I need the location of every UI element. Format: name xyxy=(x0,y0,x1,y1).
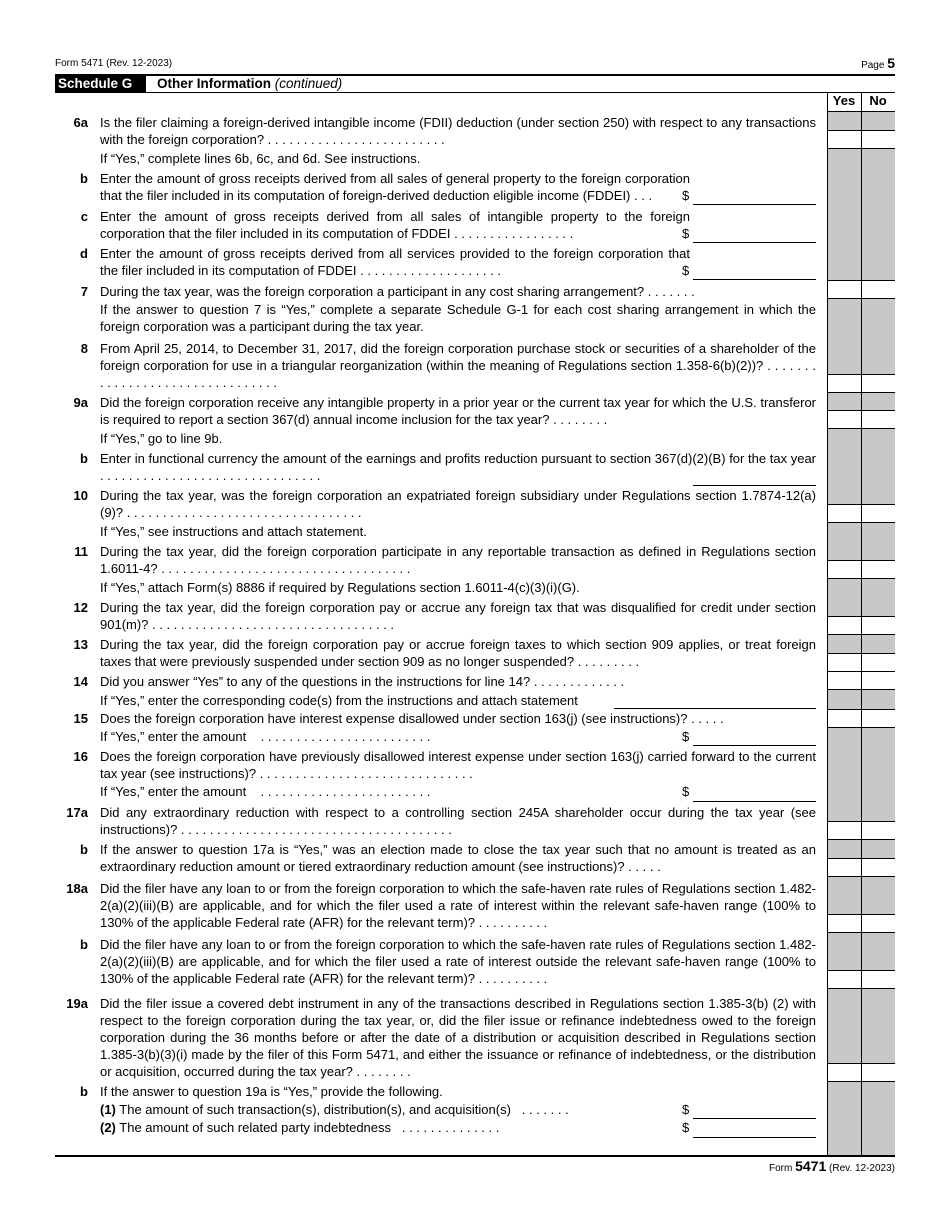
no-column-header: No xyxy=(869,93,887,108)
line-6d-number: d xyxy=(80,246,88,261)
line-6a-yes-checkbox[interactable] xyxy=(827,130,861,149)
line-17a-no-checkbox[interactable] xyxy=(861,821,895,840)
line-9a-question: Did the foreign corporation receive any intangible property in a prior year or the current tax year for which the U.S. transferor is required to report a section 367(d) annual income inclusion for the tax year? . . . . . . . . xyxy=(100,395,816,427)
line-19b-sub2: (2) The amount of such related party indebtedness . . . . . . . . . . . . . . xyxy=(100,1120,500,1135)
line-17b-question: If the answer to question 17a is “Yes,” was an election made to close the tax year such that no amount is treated as an extraordinary reduction amount or tiered extraordinary reduction amount (see instructions)? . . . . . xyxy=(100,842,816,874)
line-15-yes-checkbox[interactable] xyxy=(827,709,861,728)
line-8-yes-checkbox[interactable] xyxy=(827,374,861,393)
line-19b-sub1: (1) The amount of such transaction(s), distribution(s), and acquisition(s) . . . . . . . xyxy=(100,1102,569,1117)
line-19b-number: b xyxy=(80,1084,88,1099)
line-16-amount-field[interactable] xyxy=(693,800,816,802)
line-10-number: 10 xyxy=(73,488,88,503)
line-9b-amount-field[interactable] xyxy=(693,484,816,486)
leader-dots: . . . . . . . . . . . . . . . . . . . . . . . . . xyxy=(267,132,445,147)
line-15-text: Does the foreign corporation have interest expense disallowed under section 163(j) (see instructions)? xyxy=(100,711,688,726)
line-6b-text: Enter the amount of gross receipts derived from all sales of general property to the foreign corporation that the filer included in its computation of foreign-derived deduction eligible income (FDDEI) xyxy=(100,171,690,203)
line-14-text: Did you answer “Yes” to any of the questions in the instructions for line 14? xyxy=(100,674,531,689)
footer-rev: (Rev. 12-2023) xyxy=(829,1163,895,1174)
line-10-no-checkbox[interactable] xyxy=(861,504,895,523)
line-7-question: During the tax year, was the foreign corporation a participant in any cost sharing arrangement? . . . . . . . xyxy=(100,284,695,299)
line-19b-sub2-dollar: $ xyxy=(682,1120,690,1135)
line-10-note: If “Yes,” see instructions and attach statement. xyxy=(100,524,367,539)
line-17a-yes-checkbox[interactable] xyxy=(827,821,861,840)
line-14-code-field[interactable] xyxy=(614,707,816,709)
line-13-question: During the tax year, did the foreign corporation pay or accrue foreign taxes to which section 909 applies, or treat foreign taxes that were previously suspended under section 909 as no longer suspended? . . . . . . . . . xyxy=(100,637,816,669)
line-7-number: 7 xyxy=(80,284,88,299)
line-15-no-checkbox[interactable] xyxy=(861,709,895,728)
line-13-no-checkbox[interactable] xyxy=(861,653,895,672)
line-9a-note: If “Yes,” go to line 9b. xyxy=(100,431,223,446)
line-19a-number: 19a xyxy=(66,996,88,1011)
line-10-text: During the tax year, was the foreign corporation an expatriated foreign subsidiary under Regulations section 1.7874-12(a)(9)? xyxy=(100,488,816,520)
line-16-number: 16 xyxy=(73,749,88,764)
line-19b-sub2-amount-field[interactable] xyxy=(693,1136,816,1138)
line-8-text: From April 25, 2014, to December 31, 2017, did the foreign corporation purchase stock or securities of a shareholder of the foreign corporation for use in a triangular reorganization (within the meaning of Regulations section 1.358-6(b)(2))? xyxy=(100,341,816,373)
schedule-title xyxy=(157,76,342,92)
yes-no-divider xyxy=(861,92,862,1155)
line-6a-number: 6a xyxy=(73,115,88,130)
line-16-question: Does the foreign corporation have previously disallowed interest expense under section 163(j) carried forward to the current tax year (see instructions)? . . . . . . . . . . . . . . . . . . . . . . . . . . . . . . xyxy=(100,749,816,781)
line-12-no-checkbox[interactable] xyxy=(861,616,895,635)
line-19b-sub1-text: The amount of such transaction(s), distribution(s), and acquisition(s) xyxy=(119,1102,511,1117)
line-17a-text: Did any extraordinary reduction with respect to a controlling section 245A shareholder occur during the tax year (see instructions)? xyxy=(100,805,816,837)
line-19b-sub2-number: (2) xyxy=(100,1120,116,1135)
yes-column-left-border xyxy=(827,92,828,1155)
line-14-number: 14 xyxy=(73,674,88,689)
footer-prefix: Form xyxy=(768,1163,793,1174)
line-14-question: Did you answer “Yes” to any of the questions in the instructions for line 14? . . . . . . . . . . . . . xyxy=(100,674,625,689)
line-6d-text: Enter the amount of gross receipts derived from all services provided to the foreign corporation that the filer included in its computation of FDDEI xyxy=(100,246,690,278)
line-19a-text: Did the filer issue a covered debt instrument in any of the transactions described in Regulations section 1.385-3(b) (2) with respect to the foreign corporation during the tax year, or, did the filer issue or refinance indebtedness owed to the foreign corporation during the 36 months before or after the date of a distribution or acquisition described in Regulations section 1.385-3(b)(3)(i) made by the filer of this Form 5471, and either the issuance or refinance of indebtedness, or the distribution or acquisition, occurred during the tax year? xyxy=(100,996,816,1079)
line-9a-yes-checkbox[interactable] xyxy=(827,410,861,429)
line-6a-question xyxy=(100,114,816,148)
line-19a-no-checkbox[interactable] xyxy=(861,1063,895,1082)
schedule-rule xyxy=(55,92,895,93)
footer-form-reference xyxy=(769,1158,895,1174)
line-11-text: During the tax year, did the foreign corporation participate in any reportable transaction as defined in Regulations section 1.6011-4? xyxy=(100,544,816,576)
line-18b-text: Did the filer have any loan to or from the foreign corporation to which the safe-haven rate rules of Regulations section 1.482-2(a)(2)(iii)(B) are applicable, and for which the filer used a rate of interest outside the relevant safe-haven range (100% to 130% of the applicable Federal rate (AFR) for the relevant term)? xyxy=(100,937,816,986)
line-9b-text: Enter in functional currency the amount of the earnings and profits reduction pursuant to section 367(d)(2)(B) for the tax year xyxy=(100,451,816,466)
line-6b-dollar: $ xyxy=(682,188,690,203)
footer-rule xyxy=(55,1155,895,1157)
line-13-text: During the tax year, did the foreign corporation pay or accrue foreign taxes to which section 909 applies, or treat foreign taxes that were previously suspended under section 909 as no longer suspended? xyxy=(100,637,816,669)
schedule-tag: Schedule G xyxy=(55,76,146,92)
line-17b-text: If the answer to question 17a is “Yes,” was an election made to close the tax year such that no amount is treated as an extraordinary reduction amount or tiered extraordinary reduction amount (see instructions)? xyxy=(100,842,816,874)
line-17b-yes-checkbox[interactable] xyxy=(827,858,861,877)
line-17a-question: Did any extraordinary reduction with respect to a controlling section 245A shareholder occur during the tax year (see instructions)? . . . . . . . . . . . . . . . . . . . . . . . . . . . . . . . . . . . . . . xyxy=(100,805,816,837)
line-6d-question: Enter the amount of gross receipts derived from all services provided to the foreign corporation that the filer included in its computation of FDDEI . . . . . . . . . . . . . . . . . . . . xyxy=(100,246,690,278)
line-16-note-text: If “Yes,” enter the amount xyxy=(100,784,247,799)
line-13-number: 13 xyxy=(73,637,88,652)
line-18b-no-checkbox[interactable] xyxy=(861,970,895,989)
line-11-no-checkbox[interactable] xyxy=(861,560,895,579)
line-12-number: 12 xyxy=(73,600,88,615)
page-number xyxy=(861,55,895,71)
line-11-yes-checkbox[interactable] xyxy=(827,560,861,579)
line-19a-question: Did the filer issue a covered debt instrument in any of the transactions described in Regulations section 1.385-3(b) (2) with respect to the foreign corporation during the tax year, or, did the filer issue or refinance indebtedness owed to the foreign corporation during the 36 months before or after the date of a distribution or acquisition described in Regulations section 1.385-3(b)(3)(i) made by the filer of this Form 5471, and either the issuance or refinance of indebtedness, or the distribution or acquisition, occurred during the tax year? . . . . . . . . xyxy=(100,996,816,1079)
line-9a-text: Did the foreign corporation receive any intangible property in a prior year or the current tax year for which the U.S. transferor is required to report a section 367(d) annual income inclusion for the tax year? xyxy=(100,395,816,427)
line-13-yes-checkbox[interactable] xyxy=(827,653,861,672)
line-7-yes-checkbox[interactable] xyxy=(827,280,861,299)
line-18a-text: Did the filer have any loan to or from the foreign corporation to which the safe-haven rate rules of Regulations section 1.482-2(a)(2)(iii)(B) are applicable, and for which the filer used a rate of interest within the relevant safe-haven range (100% to 130% of the applicable Federal rate (AFR) for the relevant term)? xyxy=(100,881,816,930)
line-15-question: Does the foreign corporation have interest expense disallowed under section 163(j) (see instructions)? . . . . . xyxy=(100,711,724,726)
line-6c-question: Enter the amount of gross receipts derived from all sales of intangible property to the foreign corporation that the filer included in its computation of FDDEI . . . . . . . . . . . . . . . . . xyxy=(100,209,690,241)
line-6d-dollar: $ xyxy=(682,263,690,278)
line-17b-number: b xyxy=(80,842,88,857)
line-6b-amount-field[interactable] xyxy=(693,203,816,205)
line-14-no-checkbox[interactable] xyxy=(861,671,895,690)
line-15-dollar: $ xyxy=(682,729,690,744)
line-9a-no-checkbox[interactable] xyxy=(861,410,895,429)
line-15-number: 15 xyxy=(73,711,88,726)
line-6a-note: If “Yes,” complete lines 6b, 6c, and 6d. See instructions. xyxy=(100,151,421,166)
line-18a-yes-checkbox[interactable] xyxy=(827,914,861,933)
line-6b-question: Enter the amount of gross receipts derived from all sales of general property to the foreign corporation that the filer included in its computation of foreign-derived deduction eligible income (FDDEI) . . . xyxy=(100,171,690,203)
line-17a-number: 17a xyxy=(66,805,88,820)
line-6c-number: c xyxy=(80,209,88,224)
line-14-note: If “Yes,” enter the corresponding code(s) from the instructions and attach statement xyxy=(100,693,578,708)
line-11-note: If “Yes,” attach Form(s) 8886 if required by Regulations section 1.6011-4(c)(3)(i)(G). xyxy=(100,580,580,595)
line-14-yes-checkbox[interactable] xyxy=(827,671,861,690)
line-6d-amount-field[interactable] xyxy=(693,278,816,280)
line-18b-number: b xyxy=(80,937,88,952)
line-7-no-checkbox[interactable] xyxy=(861,280,895,299)
line-19b-question: If the answer to question 19a is “Yes,” provide the following. xyxy=(100,1084,443,1099)
footer-form-number: 5471 xyxy=(795,1158,827,1174)
schedule-title-suffix: (continued) xyxy=(274,76,343,91)
line-18b-yes-checkbox[interactable] xyxy=(827,970,861,989)
line-8-no-checkbox[interactable] xyxy=(861,374,895,393)
line-6a-no-checkbox[interactable] xyxy=(861,130,895,149)
page-number-value: 5 xyxy=(887,55,895,71)
line-18a-question: Did the filer have any loan to or from the foreign corporation to which the safe-haven rate rules of Regulations section 1.482-2(a)(2)(iii)(B) are applicable, and for which the filer used a rate of interest within the relevant safe-haven range (100% to 130% of the applicable Federal rate (AFR) for the relevant term)? . . . . . . . . . . xyxy=(100,881,816,930)
line-11-question: During the tax year, did the foreign corporation participate in any reportable transaction as defined in Regulations section 1.6011-4? . . . . . . . . . . . . . . . . . . . . . . . . . . . . . . . . . . . xyxy=(100,544,816,576)
line-6c-dollar: $ xyxy=(682,226,690,241)
schedule-title-main: Other Information xyxy=(157,76,271,91)
line-18a-no-checkbox[interactable] xyxy=(861,914,895,933)
line-9b-question: Enter in functional currency the amount of the earnings and profits reduction pursuant to section 367(d)(2)(B) for the tax year . . . . . . . . . . . . . . . . . . . . . . . . . . . . . . . xyxy=(100,451,816,483)
line-18b-question: Did the filer have any loan to or from the foreign corporation to which the safe-haven rate rules of Regulations section 1.482-2(a)(2)(iii)(B) are applicable, and for which the filer used a rate of interest outside the relevant safe-haven range (100% to 130% of the applicable Federal rate (AFR) for the relevant term)? . . . . . . . . . . xyxy=(100,937,816,986)
line-9a-number: 9a xyxy=(73,395,88,410)
line-15-note: If “Yes,” enter the amount . . . . . . . . . . . . . . . . . . . . . . . . xyxy=(100,729,431,744)
line-19b-sub1-number: (1) xyxy=(100,1102,116,1117)
page-label: Page xyxy=(861,60,885,71)
line-16-text: Does the foreign corporation have previously disallowed interest expense under section 163(j) carried forward to the current tax year (see instructions)? xyxy=(100,749,816,781)
line-6b-number: b xyxy=(80,171,88,186)
line-12-text: During the tax year, did the foreign corporation pay or accrue any foreign tax that was disqualified for credit under section 901(m)? xyxy=(100,600,816,632)
line-7-note: If the answer to question 7 is “Yes,” complete a separate Schedule G-1 for each cost sharing arrangement in which the foreign corporation was a participant during the tax year. xyxy=(100,302,816,334)
line-19a-yes-checkbox[interactable] xyxy=(827,1063,861,1082)
line-19b-sub2-text: The amount of such related party indebtedness xyxy=(119,1120,392,1135)
line-12-question: During the tax year, did the foreign corporation pay or accrue any foreign tax that was disqualified for credit under section 901(m)? . . . . . . . . . . . . . . . . . . . . . . . . . . . . . . . . . . xyxy=(100,600,816,632)
line-19b-sub1-dollar: $ xyxy=(682,1102,690,1117)
line-10-yes-checkbox[interactable] xyxy=(827,504,861,523)
line-9b-number: b xyxy=(80,451,88,466)
line-16-dollar: $ xyxy=(682,784,690,799)
line-12-yes-checkbox[interactable] xyxy=(827,616,861,635)
line-16-note: If “Yes,” enter the amount . . . . . . . . . . . . . . . . . . . . . . . . xyxy=(100,784,431,799)
line-19b-sub1-amount-field[interactable] xyxy=(693,1117,816,1119)
line-17b-no-checkbox[interactable] xyxy=(861,858,895,877)
line-8-question: From April 25, 2014, to December 31, 2017, did the foreign corporation purchase stock or securities of a shareholder of the foreign corporation for use in a triangular reorganization (within the meaning of Regulations section 1.358-6(b)(2))? . . . . . . . . . . . . . . . . . . . . . . . . . . . . . . . . xyxy=(100,341,816,390)
line-15-note-text: If “Yes,” enter the amount xyxy=(100,729,247,744)
line-18a-number: 18a xyxy=(66,881,88,896)
line-10-question: During the tax year, was the foreign corporation an expatriated foreign subsidiary under Regulations section 1.7874-12(a)(9)? . . . . . . . . . . . . . . . . . . . . . . . . . . . . . . . . . xyxy=(100,488,816,520)
line-7-text: During the tax year, was the foreign corporation a participant in any cost sharing arrangement? xyxy=(100,284,645,299)
yes-column-header: Yes xyxy=(832,93,856,108)
line-8-number: 8 xyxy=(80,341,88,356)
line-11-number: 11 xyxy=(74,544,88,559)
line-6c-amount-field[interactable] xyxy=(693,241,816,243)
line-6c-text: Enter the amount of gross receipts derived from all sales of intangible property to the foreign corporation that the filer included in its computation of FDDEI xyxy=(100,209,690,241)
form-reference: Form 5471 (Rev. 12-2023) xyxy=(55,58,173,69)
line-15-amount-field[interactable] xyxy=(693,744,816,746)
line-6a-text: Is the filer claiming a foreign-derived intangible income (FDII) deduction (under section 250) with respect to any transactions with the foreign corporation? xyxy=(100,115,816,147)
